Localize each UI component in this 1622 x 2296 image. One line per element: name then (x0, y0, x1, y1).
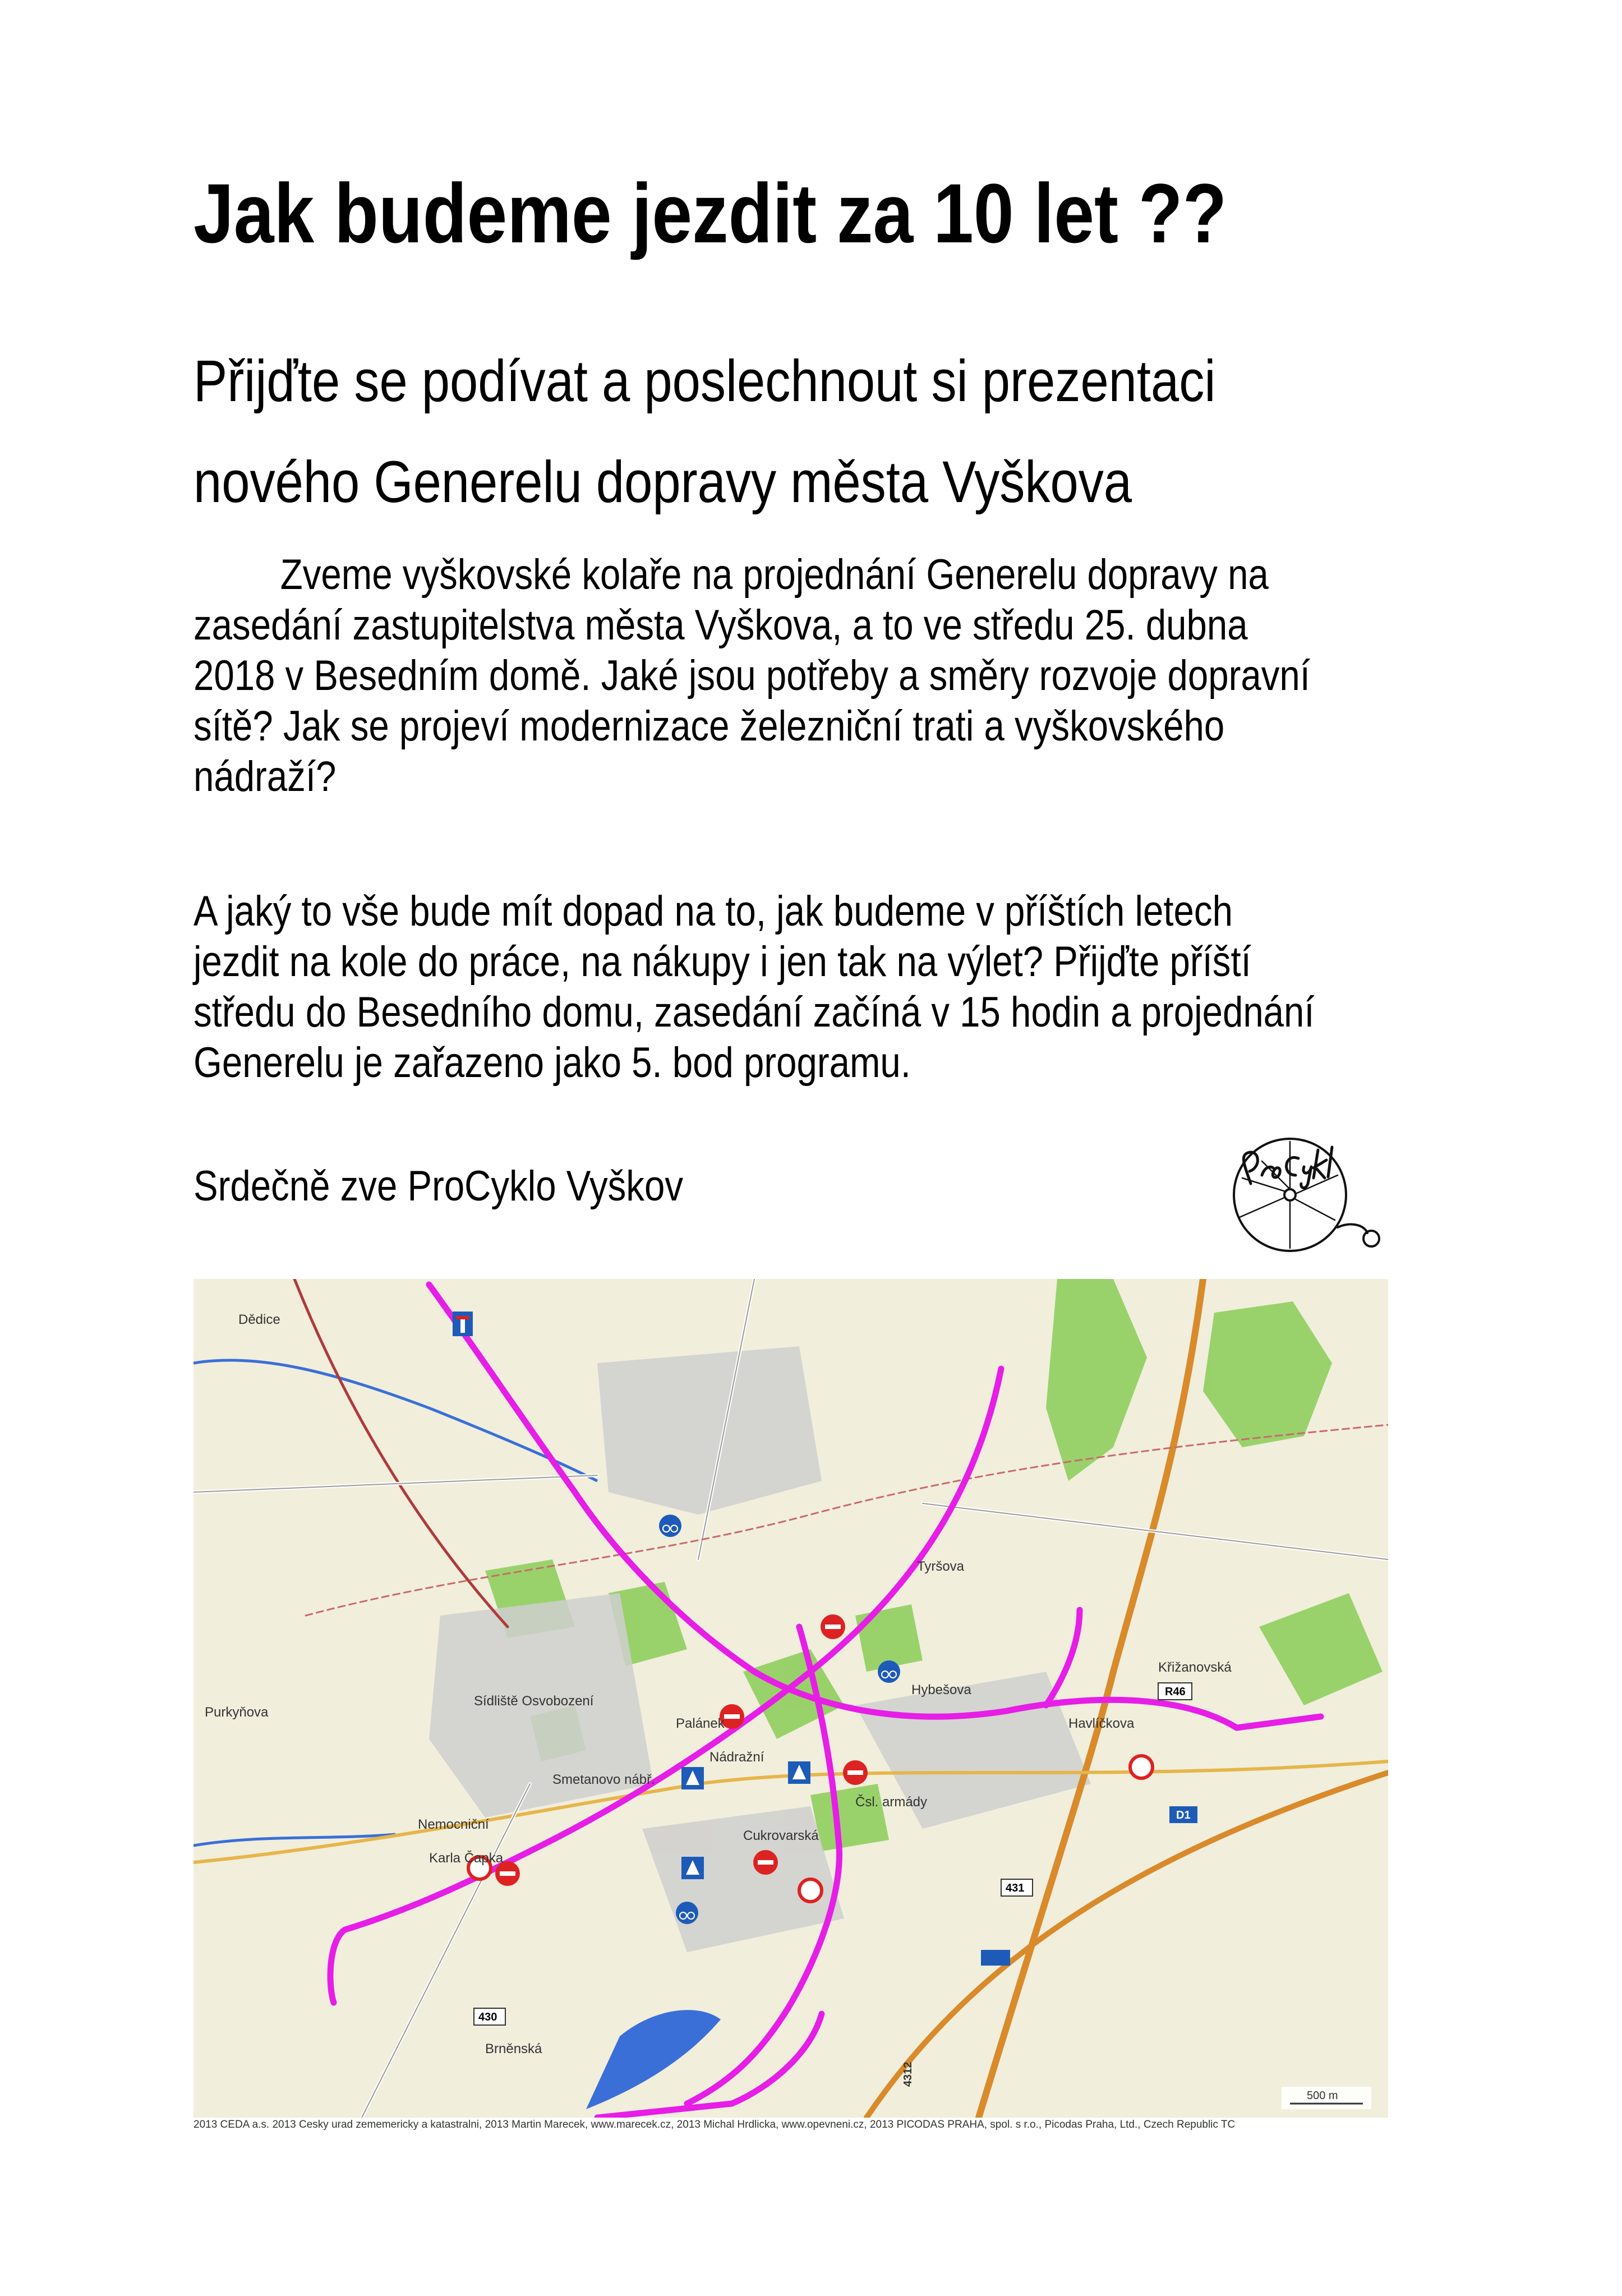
street-label: Křižanovská (1158, 1660, 1232, 1675)
no-entry-sign-icon (753, 1850, 778, 1875)
invitation-paragraph (193, 550, 1310, 802)
street-label: Smetanovo nábř. (552, 1772, 655, 1787)
cyclist-sign-icon (878, 1660, 900, 1683)
street-label: Dědice (238, 1312, 280, 1327)
road-number: D1 (1176, 1809, 1191, 1821)
street-label: Sídliště Osvobození (474, 1694, 594, 1709)
street-label: Nádražní (709, 1750, 764, 1765)
city-map[interactable] (193, 1279, 1388, 2118)
signature-text: Srdečně zve ProCyklo Vyškov (193, 1162, 684, 1210)
street-label: Tyršova (917, 1559, 965, 1574)
paragraph-line: zasedání zastupitelstva města Vyškova, a to ve středu 25. dubna (193, 601, 1248, 649)
paragraph-line: Zveme vyškovské kolaře na projednání Generelu dopravy na (280, 551, 1269, 599)
scale-bar (1282, 2087, 1371, 2109)
street-label: Havlíčkova (1068, 1716, 1135, 1731)
street-label: Purkyňova (205, 1705, 269, 1720)
paragraph-line: A jaký to vše bude mít dopad na to, jak budeme v příštích letech (193, 887, 1233, 935)
subtitle-line: Přijďte se podívat a poslechnout si prezentaci (193, 348, 1216, 414)
dead-end-sign-icon (453, 1312, 473, 1336)
street-label: Karla Čapka (429, 1851, 504, 1866)
road-number: 4312 (902, 2062, 914, 2087)
street-label: Nemocniční (418, 1817, 489, 1832)
street-label: Cukrovarská (743, 1828, 819, 1843)
crosswalk-sign-icon (788, 1761, 810, 1784)
cyclist-sign-icon (659, 1515, 681, 1537)
subtitle-line: nového Generelu dopravy města Vyškova (193, 449, 1132, 515)
map-credits: 2013 CEDA a.s. 2013 Cesky urad zememericky a katastralni, 2013 Martin Marecek, www.marecek.cz, 2013 Michal Hrdlicka, www.opevneni.cz, 2013 PICODAS PRAHA, spol. s r.o., Picodas Praha, Ltd., Czech Republic TC (193, 2119, 1236, 2131)
road-number: 430 (478, 2011, 497, 2023)
paragraph-line: středu do Besedního domu, zasedání začíná v 15 hodin a projednání (193, 988, 1315, 1036)
paragraph-line: sítě? Jak se projeví modernizace železniční trati a vyškovského (193, 702, 1225, 750)
no-vehicles-sign-icon (1130, 1756, 1153, 1778)
details-paragraph (193, 886, 1315, 1088)
no-entry-sign-icon (821, 1614, 845, 1639)
street-label: Hybešova (911, 1682, 971, 1697)
paragraph-line: jezdit na kole do práce, na nákupy i jen tak na výlet? Přijďte příští (193, 938, 1251, 986)
crosswalk-sign-icon (681, 1767, 704, 1789)
motorway-sign-icon (981, 1950, 1010, 1966)
scale-label: 500 m (1307, 2090, 1338, 2102)
paragraph-line: nádraží? (193, 753, 337, 800)
street-label: Palánek (676, 1716, 725, 1731)
road-number: R46 (1165, 1686, 1186, 1698)
road-number: 431 (1006, 1882, 1025, 1894)
procyklo-logo (1217, 1128, 1385, 1262)
cyclist-sign-icon (676, 1902, 698, 1924)
crosswalk-sign-icon (681, 1857, 704, 1879)
signature (193, 1161, 1303, 1212)
street-label: Čsl. armády (855, 1795, 928, 1810)
no-entry-sign-icon (843, 1760, 868, 1785)
no-vehicles-sign-icon (799, 1879, 822, 1902)
paragraph-line: Generelu je zařazeno jako 5. bod programu. (193, 1039, 911, 1087)
paragraph-line: 2018 v Besedním domě. Jaké jsou potřeby a směry rozvoje dopravní (193, 652, 1310, 700)
subtitle (193, 331, 1303, 533)
page-title: Jak budeme jezdit za 10 let ?? (193, 166, 1227, 260)
street-label: Brněnská (485, 2041, 542, 2056)
